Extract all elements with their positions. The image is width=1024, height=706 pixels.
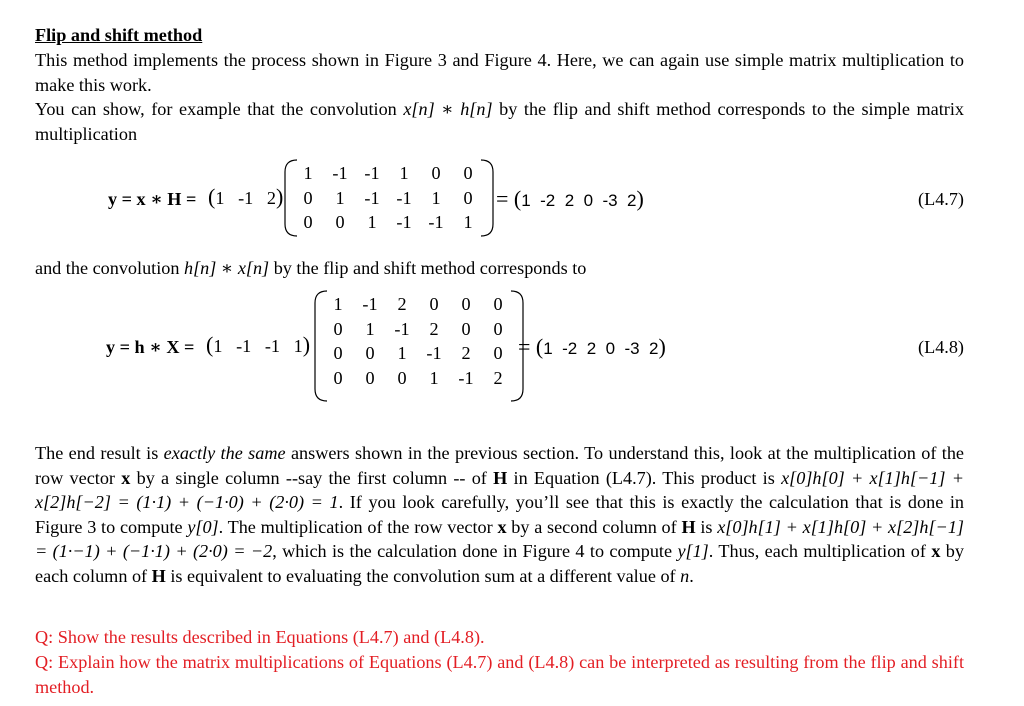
matrix-cell: 1 [397,343,407,364]
matrix-cell: -1 [364,187,380,208]
matrix-row [322,292,514,317]
matrix-cell: 1 [367,212,377,233]
matrix-row [322,317,514,342]
matrix-cell: 0 [303,187,313,208]
matrix-cell: 0 [493,343,503,364]
equation-l4-8 [0,289,1024,403]
matrix-cell: 0 [333,343,343,364]
matrix-cell: 2 [429,318,439,339]
matrix-cell: -1 [396,187,412,208]
matrix-cell: 1 [365,318,375,339]
matrix-cell: 0 [365,367,375,388]
matrix-cell: 1 [399,163,409,183]
matrix-cell: -1 [426,343,442,364]
matrix-cell: 0 [463,187,473,208]
matrix-cell: -1 [332,163,348,183]
matrix-cell: -1 [428,212,444,233]
matrix-cell: 1 [431,187,441,208]
eq1-label: (L4.7) [918,189,964,209]
matrix-cell: 0 [431,163,441,183]
question-1: Q: Show the results described in Equations (L4.7) and (L4.8). [35,627,485,647]
between-paragraph: and the convolution h[n] ∗ x[n] by the flip and shift method corresponds to [35,258,587,278]
eq2-h-vector: (1 -1 -1 1) [206,332,311,357]
matrix-row [322,341,514,366]
matrix-cell: 2 [493,367,503,388]
matrix-cell: 1 [335,187,345,208]
question-2: Q: Explain how the matrix multiplications of Equations (L4.7) and (L4.8) can be interpreted as resulting from the flip and shift method. [35,652,964,697]
matrix-cell: 0 [493,294,503,314]
eq2-matrix [322,292,514,390]
matrix-cell: 1 [333,294,343,314]
matrix-cell: 0 [335,212,345,233]
matrix-cell: 0 [429,294,439,314]
matrix-cell: 1 [303,163,313,183]
matrix-cell: 0 [397,367,407,388]
matrix-cell: 0 [461,294,471,314]
matrix-cell: 0 [463,163,473,183]
eq1-result: = (1 -2 2 0 -3 2) [496,186,644,211]
matrix-cell: 0 [461,318,471,339]
eq1-x-vector: (1 -1 2) [208,184,284,209]
eq1-lhs: y = x ∗ H = [108,189,197,209]
eq2-result: = (1 -2 2 0 -3 2) [518,334,666,359]
matrix-cell: 0 [365,343,375,364]
section-heading: Flip and shift method [35,25,203,45]
eq2-lhs: y = h ∗ X = [106,337,195,357]
matrix-cell: 1 [429,367,439,388]
expression-second-column: x[0]h[1] + x[1]h[0] + x[2]h[−1] = (1·−1) + (−1·1) + (2·0) = −2 [35,516,964,562]
matrix-cell: -1 [458,367,474,388]
convolution-intro-paragraph: You can show, for example that the convolution x[n] ∗ h[n] by the flip and shift method corresponds to the simple matrix multiplication [35,99,964,144]
matrix-cell: 2 [397,294,407,314]
matrix-cell: 1 [463,212,473,233]
matrix-row [292,210,484,235]
matrix-cell: -1 [394,318,410,339]
matrix-cell: 0 [493,318,503,339]
matrix-row [292,186,484,211]
matrix-cell: -1 [396,212,412,233]
conv-expression-h-x: h[n] ∗ x[n] [184,258,270,278]
eq1-matrix [292,161,484,235]
eq2-label: (L4.8) [918,337,964,357]
conv-expression-x-h: x[n] ∗ h[n] [403,99,493,119]
intro-paragraph: This method implements the process shown in Figure 3 and Figure 4. Here, we can again use simple matrix multiplication to make this work. [35,50,964,95]
matrix-cell: 0 [333,318,343,339]
explanation-paragraph: The end result is exactly the same answers shown in the previous section. To understand this, look at the multiplication of the row vector x by a single column --say the first column -- of H in Equation (L4.7). This product is x[0]h[0] + x[1]h[−1] + x[2]h[−2] = (1·1) + (−1·0) + (2·0) = 1. If you look carefully, you’ll see that this is exactly the calculation that is done in Figure 3 to compute y[0]. The multiplication of the row vector x by a second column of H is x[0]h[1] + x[1]h[0] + x[2]h[−1] = (1·−1) + (−1·1) + (2·0) = −2, which is the calculation done in Figure 4 to compute y[1]. Thus, each multiplication of x by each column of H is equivalent to evaluating the convolution sum at a different value of n. [35,443,964,586]
matrix-cell: -1 [362,294,378,314]
matrix-row [322,366,514,391]
matrix-row [292,161,484,186]
eq1-matrix-right-bracket [478,158,496,238]
expression-first-column: x[0]h[0] + x[1]h[−1] + x[2]h[−2] = (1·1) + (−1·0) + (2·0) = 1 [35,467,964,513]
matrix-cell: 0 [333,367,343,388]
matrix-cell: 2 [461,343,471,364]
matrix-cell: -1 [364,163,380,183]
equation-l4-7 [0,158,1024,238]
matrix-cell: 0 [303,212,313,233]
